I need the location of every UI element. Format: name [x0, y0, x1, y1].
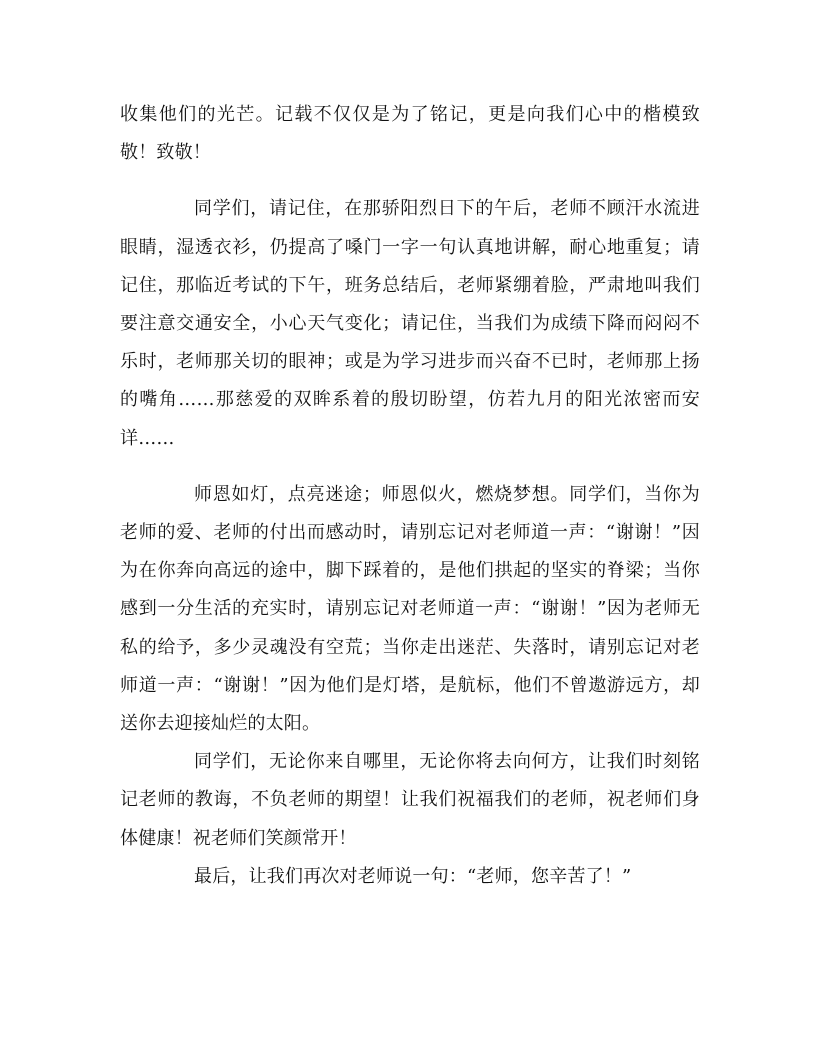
- paragraph-1: 收集他们的光芒。记载不仅仅是为了铭记，更是向我们心中的楷模致敬！致敬！: [120, 104, 700, 164]
- paragraph-5: 最后，让我们再次对老师说一句：“老师，您辛苦了！”: [194, 865, 632, 887]
- paragraph-2: 同学们，请记住，在那骄阳烈日下的午后，老师不顾汗水流进眼睛，湿透衣衫，仍提高了嗓门一字一句认真地讲解，耐心地重复；请记住，那临近考试的下午，班务总结后，老师紧绷着脸，严肃地叫我们要注意交通安全，小心天气变化；请记住，当我们为成绩下降而闷闷不乐时，老师那关切的眼神；或是为学习进步而兴奋不已时，老师那上扬的嘴角……那慈爱的双眸系着的殷切盼望，仿若九月的阳光浓密而安详……: [120, 198, 700, 449]
- paragraph-3: 师恩如灯，点亮迷途；师恩似火，燃烧梦想。同学们，当你为老师的爱、老师的付出而感动时，请别忘记对老师道一声：“谢谢！”因为在你奔向高远的途中，脚下踩着的，是他们拱起的坚实的脊梁；当你感到一分生活的充实时，请别忘记对老师道一声：“谢谢！”因为老师无私的给予，多少灵魂没有空荒；当你走出迷茫、失落时，请别忘记对老师道一声：“谢谢！”因为他们是灯塔，是航标，他们不曾遨游远方，却送你去迎接灿烂的太阳。: [120, 483, 700, 735]
- paragraph-4: 同学们，无论你来自哪里，无论你将去向何方，让我们时刻铭记老师的教诲，不负老师的期望！让我们祝福我们的老师，祝老师们身体健康！祝老师们笑颜常开！: [120, 751, 700, 849]
- document-body: [120, 96, 700, 896]
